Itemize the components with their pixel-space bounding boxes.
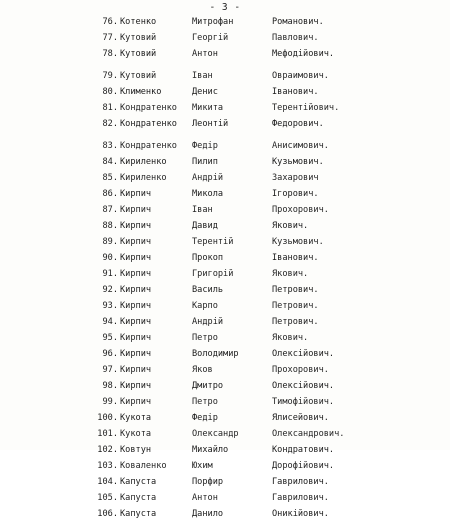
patronymic: Петрович. [272, 317, 319, 327]
surname: Кукота [120, 429, 152, 439]
entry-number: 101. [97, 429, 118, 439]
entry-number: 94. [102, 317, 118, 327]
patronymic: Ігорович. [272, 189, 319, 199]
entry-number: 84. [102, 157, 118, 167]
entry-number: 76. [102, 17, 118, 27]
list-row [0, 30, 450, 46]
patronymic: Тимофійович. [272, 397, 335, 407]
surname: Кирпич [120, 333, 152, 343]
surname: Кириленко [120, 173, 167, 183]
patronymic: Овраимович. [272, 71, 329, 81]
entry-number: 90. [102, 253, 118, 263]
given-name: Михайло [192, 445, 229, 455]
entry-number: 81. [102, 103, 118, 113]
given-name: Олександр [192, 429, 239, 439]
entry-number: 95. [102, 333, 118, 343]
given-name: Микола [192, 189, 224, 199]
patronymic: Мефодійович. [272, 49, 335, 59]
patronymic: Оникійович. [272, 509, 329, 519]
list-row [0, 410, 450, 426]
patronymic: Петрович. [272, 285, 319, 295]
patronymic: Дорофійович. [272, 461, 335, 471]
patronymic: Іванович. [272, 87, 319, 97]
surname: Кондратенко [120, 119, 177, 129]
patronymic: Петрович. [272, 301, 319, 311]
list-row [0, 330, 450, 346]
patronymic: Романович. [272, 17, 324, 27]
entry-number: 83. [102, 141, 118, 151]
list-row [0, 378, 450, 394]
entry-number: 80. [102, 87, 118, 97]
patronymic: Кузьмович. [272, 157, 324, 167]
given-name: Григорій [192, 269, 234, 279]
surname: Кукота [120, 413, 152, 423]
patronymic: Якович. [272, 269, 309, 279]
list-row [0, 84, 450, 100]
patronymic: Павлович. [272, 33, 319, 43]
given-name: Порфир [192, 477, 224, 487]
list-row [0, 100, 450, 116]
patronymic: Ялисейович. [272, 413, 329, 423]
list-row [0, 298, 450, 314]
list-row [0, 458, 450, 474]
given-name: Прокоп [192, 253, 224, 263]
entry-number: 105. [97, 493, 118, 503]
entry-number: 104. [97, 477, 118, 487]
patronymic: Захарович [272, 173, 319, 183]
entry-number: 91. [102, 269, 118, 279]
list-row [0, 46, 450, 62]
entry-number: 79. [102, 71, 118, 81]
surname: Кирпич [120, 301, 152, 311]
given-name: Федір [192, 413, 218, 423]
list-row [0, 426, 450, 442]
given-name: Петро [192, 397, 218, 407]
entry-number: 96. [102, 349, 118, 359]
given-name: Володимир [192, 349, 239, 359]
entry-number: 98. [102, 381, 118, 391]
patronymic: Прохорович. [272, 365, 329, 375]
list-row [0, 68, 450, 84]
entry-number: 93. [102, 301, 118, 311]
given-name: Петро [192, 333, 218, 343]
list-row [0, 442, 450, 458]
entry-number: 106. [97, 509, 118, 519]
entry-number: 103. [97, 461, 118, 471]
list-row [0, 202, 450, 218]
patronymic: Федорович. [272, 119, 324, 129]
list-row [0, 186, 450, 202]
surname: Кирпич [120, 285, 152, 295]
patronymic: Гаврилович. [272, 477, 329, 487]
given-name: Андрій [192, 173, 224, 183]
entry-number: 77. [102, 33, 118, 43]
patronymic: Кондратович. [272, 445, 335, 455]
given-name: Антон [192, 49, 218, 59]
entry-number: 100. [97, 413, 118, 423]
entry-number: 87. [102, 205, 118, 215]
surname: Кирпич [120, 189, 152, 199]
list-row [0, 266, 450, 282]
surname: Кирпич [120, 269, 152, 279]
entry-number: 92. [102, 285, 118, 295]
given-name: Митрофан [192, 17, 234, 27]
patronymic: Анисимович. [272, 141, 329, 151]
list-row [0, 218, 450, 234]
surname: Кирпич [120, 349, 152, 359]
surname: Капуста [120, 493, 157, 503]
surname: Кондратенко [120, 141, 177, 151]
surname: Кирпич [120, 237, 152, 247]
name-list [0, 14, 450, 522]
surname: Кирпич [120, 253, 152, 263]
given-name: Іван [192, 71, 213, 81]
surname: Кутовий [120, 33, 157, 43]
given-name: Микита [192, 103, 224, 113]
entry-number: 99. [102, 397, 118, 407]
entry-number: 86. [102, 189, 118, 199]
patronymic: Олександрович. [272, 429, 345, 439]
entry-number: 88. [102, 221, 118, 231]
surname: Кутовий [120, 49, 157, 59]
given-name: Василь [192, 285, 224, 295]
given-name: Денис [192, 87, 218, 97]
given-name: Федір [192, 141, 218, 151]
surname: Кондратенко [120, 103, 177, 113]
list-row [0, 250, 450, 266]
list-row [0, 314, 450, 330]
list-row [0, 394, 450, 410]
list-row [0, 362, 450, 378]
surname: Кирпич [120, 205, 152, 215]
given-name: Іван [192, 205, 213, 215]
list-row [0, 346, 450, 362]
given-name: Яков [192, 365, 213, 375]
patronymic: Гаврилович. [272, 493, 329, 503]
given-name: Терентій [192, 237, 234, 247]
list-row [0, 490, 450, 506]
page-number: - 3 - [209, 2, 241, 13]
surname: Кирпич [120, 381, 152, 391]
list-row [0, 474, 450, 490]
surname: Кирпич [120, 397, 152, 407]
given-name: Леонтій [192, 119, 229, 129]
list-row [0, 116, 450, 132]
given-name: Андрій [192, 317, 224, 327]
entry-number: 82. [102, 119, 118, 129]
entry-number: 89. [102, 237, 118, 247]
list-row [0, 14, 450, 30]
patronymic: Іванович. [272, 253, 319, 263]
surname: Капуста [120, 477, 157, 487]
surname: Кирпич [120, 365, 152, 375]
surname: Котенко [120, 17, 157, 27]
list-row [0, 138, 450, 154]
surname: Ковтун [120, 445, 152, 455]
surname: Кириленко [120, 157, 167, 167]
surname: Кирпич [120, 317, 152, 327]
list-row [0, 506, 450, 522]
surname: Коваленко [120, 461, 167, 471]
patronymic: Терентійович. [272, 103, 340, 113]
list-row [0, 234, 450, 250]
given-name: Георгій [192, 33, 229, 43]
list-row [0, 282, 450, 298]
list-row [0, 154, 450, 170]
surname: Капуста [120, 509, 157, 519]
patronymic: Якович. [272, 221, 309, 231]
surname: Кирпич [120, 221, 152, 231]
surname: Кутовий [120, 71, 157, 81]
given-name: Дмитро [192, 381, 224, 391]
patronymic: Прохорович. [272, 205, 329, 215]
patronymic: Олексійович. [272, 349, 335, 359]
given-name: Антон [192, 493, 218, 503]
patronymic: Кузьмович. [272, 237, 324, 247]
entry-number: 85. [102, 173, 118, 183]
patronymic: Якович. [272, 333, 309, 343]
surname: Клименко [120, 87, 162, 97]
given-name: Давид [192, 221, 218, 231]
given-name: Юхим [192, 461, 213, 471]
list-row [0, 170, 450, 186]
entry-number: 102. [97, 445, 118, 455]
entry-number: 97. [102, 365, 118, 375]
given-name: Пилип [192, 157, 218, 167]
given-name: Карпо [192, 301, 218, 311]
given-name: Данило [192, 509, 224, 519]
patronymic: Олексійович. [272, 381, 335, 391]
entry-number: 78. [102, 49, 118, 59]
